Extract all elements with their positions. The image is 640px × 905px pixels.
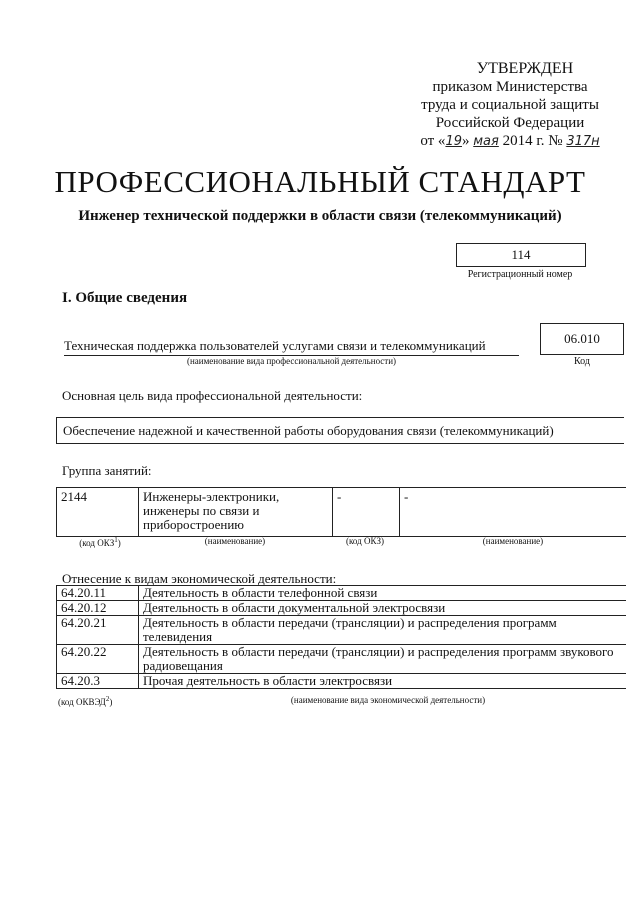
date-mid: » [461,133,470,149]
occupation-group-label: Группа занятий: [62,463,152,478]
section-title: I. Общие сведения [62,290,188,306]
table-row [57,601,627,616]
okved-code-cell: 64.20.21 [57,616,139,645]
okved-name-column-label: (наименование вида экономической деятельности) [290,695,486,705]
order-number: 317н [566,134,600,149]
okz-code-cell-2: - [333,488,400,537]
document-subtitle: Инженер технической поддержки в области связи (телекоммуникаций) [78,208,562,224]
document-title: ПРОФЕССИОНАЛЬНЫЙ СТАНДАРТ [54,164,586,199]
goal-label: Основная цель вида профессиональной деятельности: [62,388,363,403]
okz-code-column-label [60,536,140,548]
activity-code-label: Код [574,356,590,367]
activity-name-label: (наименование вида профессиональной деятельности) [186,356,397,366]
approval-block [395,60,610,151]
registration-number-box: 114 [456,243,586,267]
footnote-marker: 1 [114,536,118,544]
goal-text: Обеспечение надежной и качественной работы оборудования связи (телекоммуникаций) [56,417,624,444]
date-month: мая [473,134,499,149]
okved-code-cell: 64.20.11 [57,586,139,601]
approval-heading: УТВЕРЖДЕН [476,60,574,77]
okz-name-column-label: (наименование) [204,536,266,546]
approval-line-2: труда и социальной защиты [421,97,599,113]
table-row [57,488,627,537]
okz-code-column-label-2: (код ОКЗ) [346,536,384,546]
okved-code-label-close: ) [109,697,113,707]
okved-name-cell: Деятельность в области документальной электросвязи [139,601,627,616]
occupation-group-table [56,487,626,537]
okved-name-cell: Деятельность в области передачи (трансляции) и распределения программ телевидения [139,616,627,645]
okved-code-cell: 64.20.3 [57,674,139,689]
okz-name-cell: Инженеры-электроники, инженеры по связи и приборостроению [139,488,333,537]
okved-name-cell: Прочая деятельность в области электросвязи [139,674,627,689]
date-day: 19 [445,134,462,149]
date-year: 2014 г. № [502,133,563,149]
okz-name-column-label-2: (наименование) [482,536,544,546]
table-row [57,674,627,689]
approval-line-1: приказом Министерства [432,79,588,95]
okved-code-cell: 64.20.12 [57,601,139,616]
table-row [57,616,627,645]
okved-code-label-text: (код ОКВЭД [58,697,106,707]
okz-code-label-text: (код ОКЗ [79,538,115,548]
registration-number-label: Регистрационный номер [467,269,573,280]
okz-name-cell-2: - [400,488,627,537]
okved-code-column-label [58,695,148,707]
okved-name-cell: Деятельность в области телефонной связи [139,586,627,601]
date-prefix: от « [420,133,446,149]
approval-line-3: Российской Федерации [435,115,585,131]
okved-code-cell: 64.20.22 [57,645,139,674]
economic-activity-table [56,585,626,689]
economic-activity-label: Отнесение к видам экономической деятельности: [62,571,337,586]
activity-code-box: 06.010 [540,323,624,355]
table-row [57,645,627,674]
okz-code-cell: 2144 [57,488,139,537]
table-row [57,586,627,601]
okved-name-cell: Деятельность в области передачи (трансляции) и распределения программ звукового радиовещания [139,645,627,674]
footnote-marker: 2 [105,695,110,703]
okz-code-label-close: ) [117,538,121,548]
approval-date-line [410,132,610,151]
activity-name: Техническая поддержка пользователей услугами связи и телекоммуникаций [64,338,519,356]
